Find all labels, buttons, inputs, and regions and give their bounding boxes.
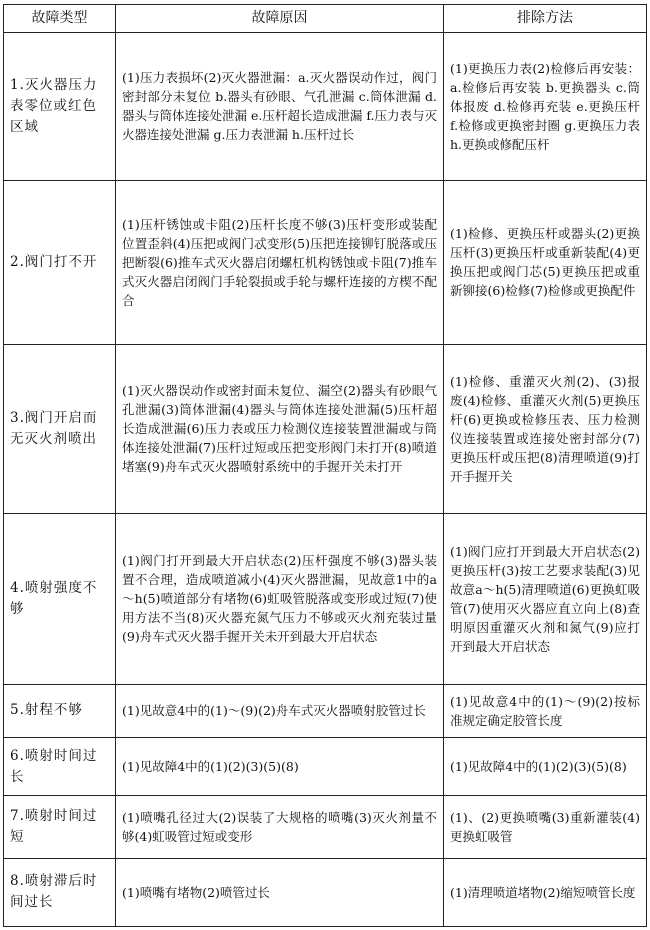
fault-type-cell: 4.喷射强度不够: [4, 513, 116, 684]
fix-method-cell: (1)见故意4中的(1)～(9)(2)按标准规定确定胶管长度: [444, 684, 647, 737]
table-header-row: [4, 5, 647, 33]
table-row: [4, 180, 647, 344]
fix-method-cell: (1)见故障4中的(1)(2)(3)(5)(8): [444, 737, 647, 795]
fix-method-cell: (1)阀门应打开到最大开启状态(2)更换压杆(3)按工艺要求装配(3)见故意a～h(5)清理喷道(6)更换虹吸管(7)使用灭火器应直立向上(8)查明原因重灌灭火剂和氮气(9)应打开到最大开启状态: [444, 513, 647, 684]
fault-type-cell: 1.灭火器压力表零位或红色区域: [4, 33, 116, 181]
table-row: [4, 684, 647, 737]
table-row: [4, 513, 647, 684]
fault-type-cell: 8.喷射滞后时间过长: [4, 858, 116, 926]
table-row: [4, 796, 647, 858]
table-row: [4, 344, 647, 513]
fix-method-cell: (1)检修、更换压杆或器头(2)更换压杆(3)更换压杆或重新装配(4)更换压把或阀门芯(5)更换压把或重新铆接(6)检修(7)检修或更换配件: [444, 180, 647, 344]
fault-cause-cell: (1)见故意4中的(1)～(9)(2)舟车式灭火器喷射胶管过长: [116, 684, 444, 737]
fault-type-cell: 7.喷射时间过短: [4, 796, 116, 858]
table-row: [4, 858, 647, 926]
fault-cause-cell: (1)见故障4中的(1)(2)(3)(5)(8): [116, 737, 444, 795]
fault-cause-cell: (1)阀门打开到最大开启状态(2)压杆强度不够(3)器头装置不合理，造成喷道减小(4)灭火器泄漏，见故意1中的a～h(5)喷道部分有堵物(6)虹吸管脱落或变形或过短(7)使用方法不当(8)灭火器充氮气压力不够或灭火剂充装过量(9)舟车式灭火器手握开关未开到最大开启状态: [116, 513, 444, 684]
fault-cause-cell: (1)压力表损坏(2)灭火器泄漏：a.灭火器误动作过，阀门密封部分未复位 b.器头有砂眼、气孔泄漏 c.筒体泄漏 d.器头与筒体连接处泄漏 e.压杆超长造成泄漏 f.压力表与灭火器连接处泄漏 g.压力表泄漏 h.压杆过长: [116, 33, 444, 181]
fault-cause-cell: (1)喷嘴有堵物(2)喷管过长: [116, 858, 444, 926]
header-fault-type: 故障类型: [4, 5, 116, 33]
fix-method-cell: (1)检修、重灌灭火剂(2)、(3)报废(4)检修、重灌灭火剂(5)更换压杆(6)更换或检修压表、压力检测仪连接装置或连接处密封部分(7)更换压杆或压把(8)清理喷道(9)打开手握开关: [444, 344, 647, 513]
fault-table: [3, 4, 647, 927]
fix-method-cell: (1)、(2)更换喷嘴(3)重新灌装(4)更换虹吸管: [444, 796, 647, 858]
header-fault-cause: 故障原因: [116, 5, 444, 33]
fix-method-cell: (1)清理喷道堵物(2)缩短喷管长度: [444, 858, 647, 926]
header-fix-method: 排除方法: [444, 5, 647, 33]
fault-type-cell: 2.阀门打不开: [4, 180, 116, 344]
fault-type-cell: 6.喷射时间过长: [4, 737, 116, 795]
fault-type-cell: 5.射程不够: [4, 684, 116, 737]
fault-cause-cell: (1)灭火器误动作或密封面未复位、漏空(2)器头有砂眼气孔泄漏(3)筒体泄漏(4)器头与筒体连接处泄漏(5)压杆超长造成泄漏(6)压力表或压力检测仪连接装置泄漏或与筒体连接处泄漏(7)压杆过短或压把变形阀门未打开(8)喷道堵塞(9)舟车式灭火器喷射系统中的手握开关未打开: [116, 344, 444, 513]
table-row: [4, 737, 647, 795]
fault-cause-cell: (1)喷嘴孔径过大(2)误装了大规格的喷嘴(3)灭火剂量不够(4)虹吸管过短或变形: [116, 796, 444, 858]
table-row: [4, 33, 647, 181]
fault-cause-cell: (1)压杆锈蚀或卡阻(2)压杆长度不够(3)压杆变形或装配位置歪斜(4)压把或阀门忒变形(5)压把连接铆钉脱落或压把断裂(6)推车式灭火器启闭螺杠机构锈蚀或卡阻(7)推车式灭火器启闭阀门手轮裂损或手轮与螺杆连接的方楔不配合: [116, 180, 444, 344]
fault-type-cell: 3.阀门开启而无灭火剂喷出: [4, 344, 116, 513]
fix-method-cell: (1)更换压力表(2)检修后再安装：a.检修后再安装 b.更换器头 c.筒体报废 d.检修再充装 e.更换压杆 f.检修或更换密封圈 g.更换压力表 h.更换或修配压杆: [444, 33, 647, 181]
